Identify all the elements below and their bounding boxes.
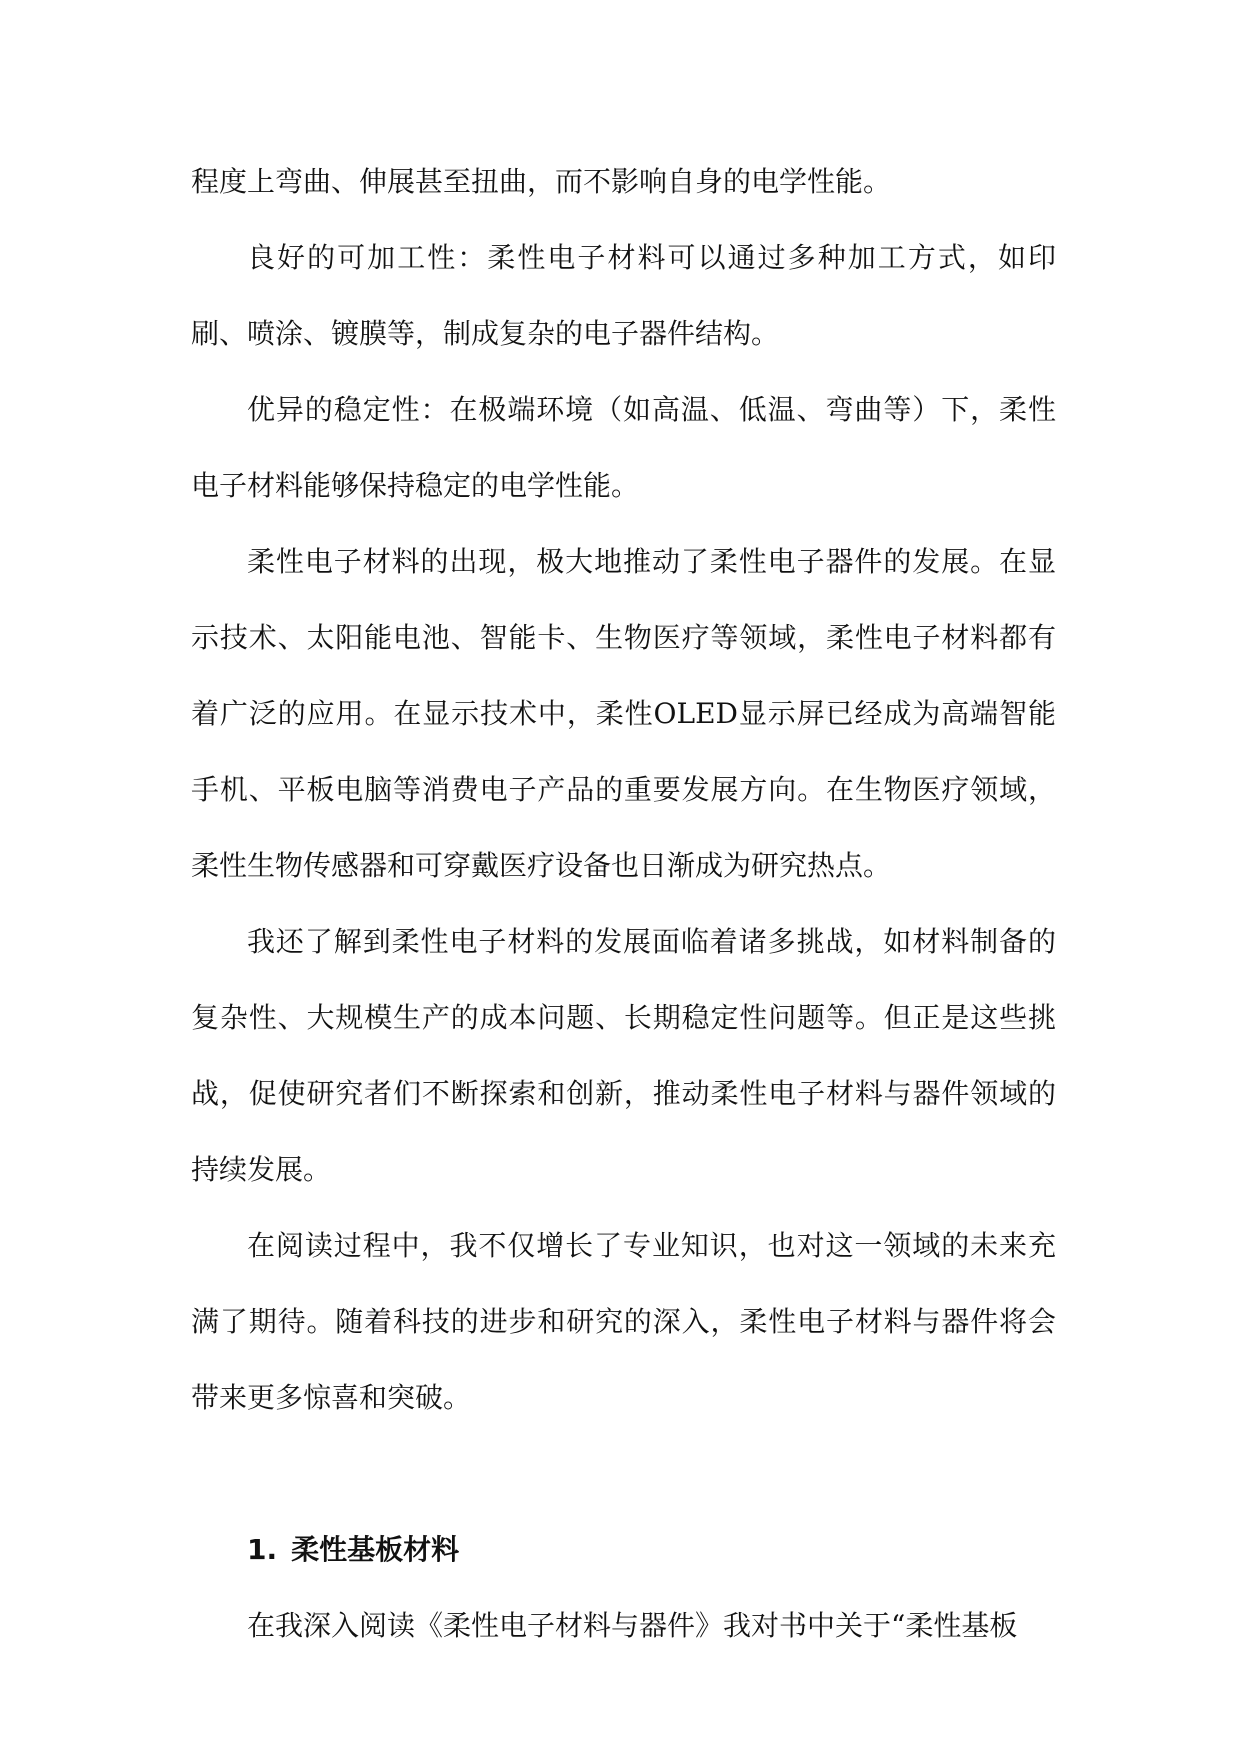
section-heading bbox=[191, 1512, 1056, 1588]
section-title: 柔性基板材料 bbox=[291, 1533, 460, 1566]
document-body bbox=[191, 144, 1056, 1664]
paragraph-stability: 优异的稳定性：在极端环境（如高温、低温、弯曲等）下，柔性电子材料能够保持稳定的电学性能。 bbox=[191, 393, 1056, 502]
paragraph-applications: 柔性电子材料的出现，极大地推动了柔性电子器件的发展。在显示技术、太阳能电池、智能卡、生物医疗等领域，柔性电子材料都有着广泛的应用。在显示技术中，柔性OLED显示屏已经成为高端智能手机、平板电脑等消费电子产品的重要发展方向。在生物医疗领域，柔性生物传感器和可穿戴医疗设备也日渐成为研究热点。 bbox=[191, 545, 1056, 882]
paragraph-challenges: 我还了解到柔性电子材料的发展面临着诸多挑战，如材料制备的复杂性、大规模生产的成本问题、长期稳定性问题等。但正是这些挑战，促使研究者们不断探索和创新，推动柔性电子材料与器件领域的持续发展。 bbox=[191, 925, 1056, 1186]
paragraph-continuation: 程度上弯曲、伸展甚至扭曲，而不影响自身的电学性能。 bbox=[191, 165, 892, 198]
paragraph-substrate-intro: 在我深入阅读《柔性电子材料与器件》我对书中关于“柔性基板 bbox=[247, 1609, 1018, 1642]
section-number: 1. bbox=[247, 1533, 278, 1566]
paragraph-reflection: 在阅读过程中，我不仅增长了专业知识，也对这一领域的未来充满了期待。随着科技的进步和研究的深入，柔性电子材料与器件将会带来更多惊喜和突破。 bbox=[191, 1229, 1056, 1414]
paragraph-processability: 良好的可加工性：柔性电子材料可以通过多种加工方式，如印刷、喷涂、镀膜等，制成复杂的电子器件结构。 bbox=[191, 241, 1056, 350]
